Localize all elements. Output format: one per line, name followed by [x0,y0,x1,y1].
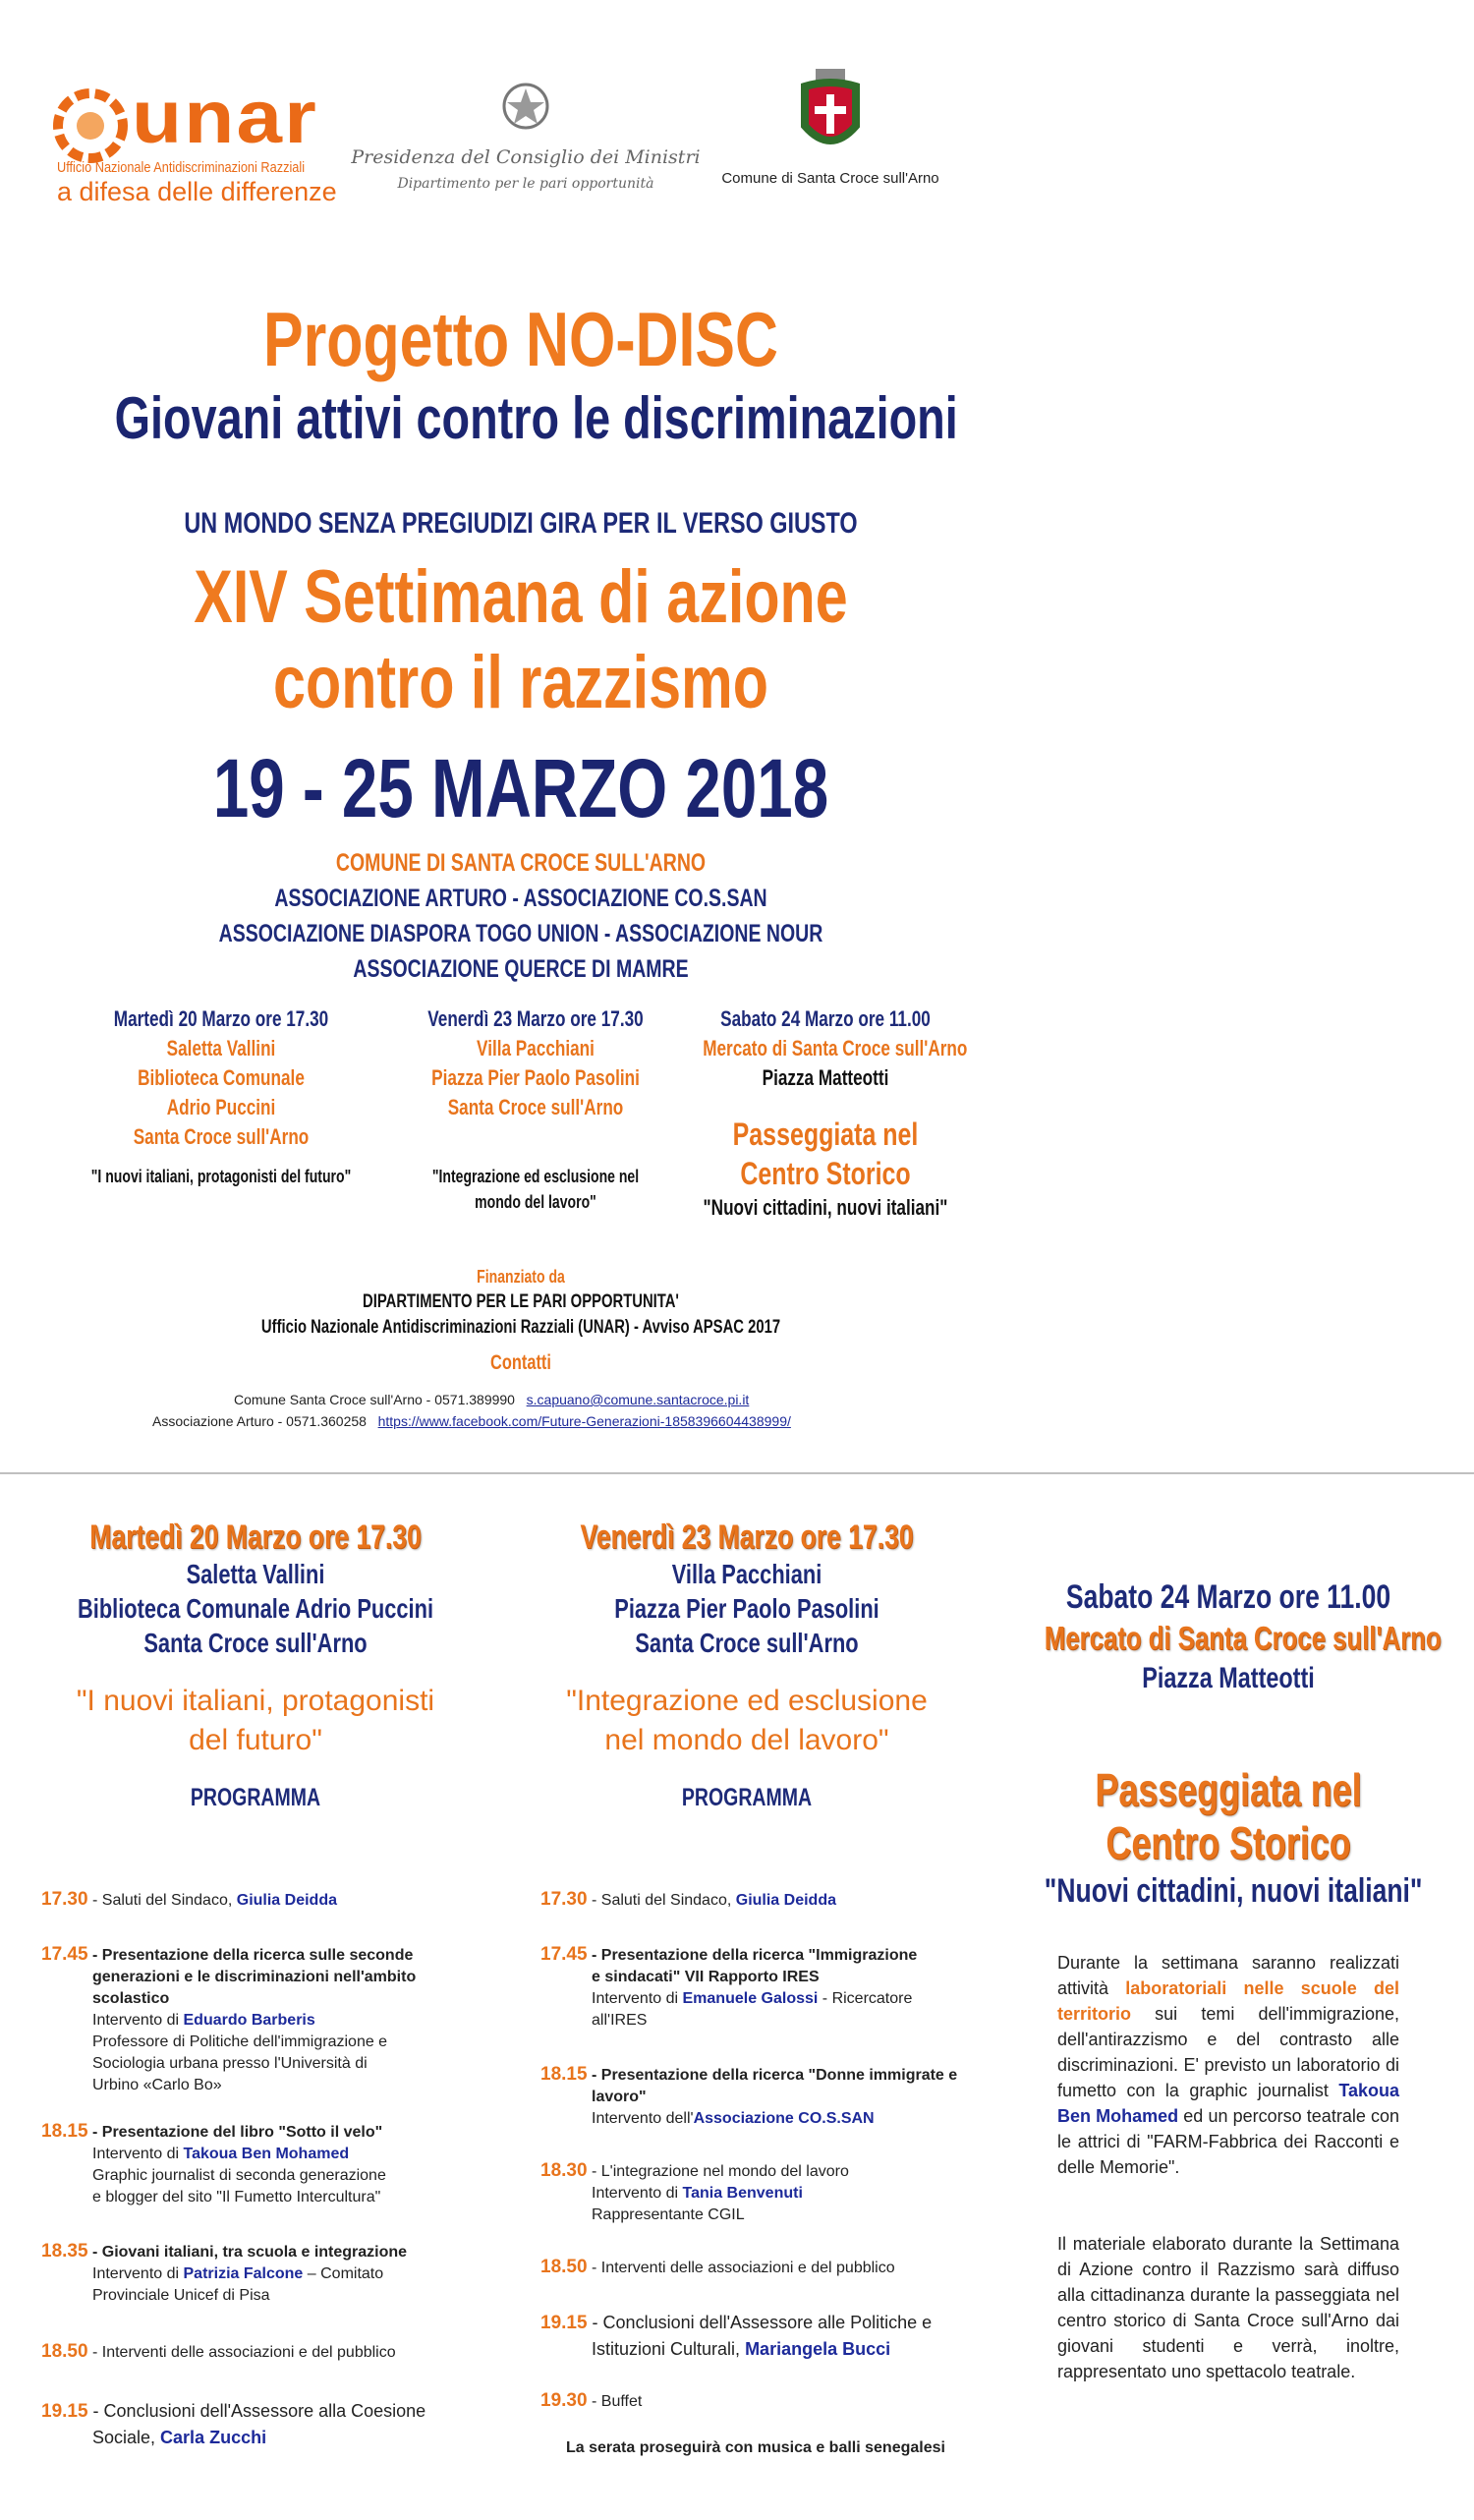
col-place: Santa Croce sull'Arno [635,1628,859,1658]
program-item [540,1944,917,2032]
program-item [540,2390,642,2413]
slogan: UN MONDO SENZA PREGIUDIZI GIRA PER IL VERSO GIUSTO [184,507,858,540]
program-text: - Presentazione della ricerca "Donne immigrate e [587,2067,958,2084]
program-text: Intervento dell' [592,2110,694,2127]
program-item [540,2257,895,2279]
program-text: – Comitato [303,2265,384,2282]
walk-title: Centro Storico [1106,1817,1351,1868]
globe-icon [51,86,130,165]
evening-note: La serata proseguirà con musica e balli senegalesi [566,2439,945,2456]
program-text: generazioni e le discriminazioni nell'ambito [92,1969,417,1985]
speaker-name: Giulia Deidda [735,1892,836,1909]
summary-event-1 [49,1004,393,1189]
col-place: Biblioteca Comunale Adrio Puccini [77,1593,434,1624]
summary-place: Santa Croce sull'Arno [447,1095,624,1119]
program-text: Intervento di [592,2185,683,2202]
program-time: 17.45 [41,1944,88,1965]
col-date: Martedì 20 Marzo ore 17.30 [89,1518,422,1556]
col-place: Piazza Matteotti [1142,1662,1315,1694]
program-text: Sociologia urbana presso l'Università di [92,2055,368,2072]
program-text: Professore di Politiche dell'immigrazione e [92,2033,388,2050]
program-text: e sindacati" VII Rapporto IRES [592,1969,820,1985]
project-title: Progetto NO-DISC [263,296,778,382]
program-time: 19.30 [540,2390,588,2411]
divider [0,1472,1474,1474]
program-text: - Presentazione del libro "Sotto il velo" [87,2124,383,2141]
program-text: - Conclusioni dell'Assessore alle Politiche e [587,2313,933,2332]
program-item [41,1889,337,1912]
program-text: - Conclusioni dell'Assessore alla Coesione [87,2401,426,2421]
contact-arturo [152,1413,791,1429]
summary-big: Centro Storico [740,1156,911,1191]
funding-dept: DIPARTIMENTO PER LE PARI OPPORTUNITA' [363,1291,679,1312]
summary-place: Adrio Puccini [166,1095,276,1119]
emblem-icon [498,77,553,136]
program-text: - Ricercatore [818,1990,913,2007]
unar-subtitle: Ufficio Nazionale Antidiscriminazioni Razziali [57,159,306,176]
programma-heading: PROGRAMMA [190,1784,321,1811]
presidenza-subtitle: Dipartimento per le pari opportunità [397,176,654,192]
program-text: Rappresentante CGIL [592,2206,745,2223]
summary-title: "I nuovi italiani, protagonisti del futuro" [90,1167,352,1186]
col-date: Sabato 24 Marzo ore 11.00 [1065,1578,1391,1616]
funding-unar: Ufficio Nazionale Antidiscriminazioni Razziali (UNAR) - Avviso APSAC 2017 [260,1317,781,1338]
week-title-1: XIV Settimana di azione [194,555,848,639]
program-time: 17.30 [540,1889,588,1910]
speaker-name: Giulia Deidda [236,1892,337,1909]
program-text: - Saluti del Sindaco, [587,1892,736,1909]
program-item [41,2121,386,2208]
program-text: - Giovani italiani, tra scuola e integrazione [87,2244,408,2261]
walk-title: Passeggiata nel [1095,1764,1362,1815]
summary-date: Martedì 20 Marzo ore 17.30 [113,1006,329,1031]
column-saturday [992,1576,1464,1913]
summary-big: Passeggiata nel [732,1117,919,1152]
speaker-name: Takoua Ben Mohamed [183,2146,350,2162]
presidenza-title: Presidenza del Consiglio dei Ministri [351,146,701,168]
programma-heading: PROGRAMMA [681,1784,813,1811]
funding-label: Finanziato da [477,1267,565,1287]
unar-slogan: a difesa delle differenze [57,177,337,206]
program-item [41,2341,396,2364]
program-time: 19.15 [41,2401,88,2422]
col-place: Mercato di Santa Croce sull'Arno [1044,1620,1442,1656]
col-place: Santa Croce sull'Arno [143,1628,368,1658]
program-text: - Interventi delle associazioni e del pubblico [87,2344,396,2361]
program-text: all'IRES [592,2012,648,2029]
summary-place: Piazza Pier Paolo Pasolini [431,1065,640,1090]
description-paragraph [1057,1950,1399,2180]
program-text: Urbino «Carlo Bo» [92,2077,222,2093]
program-time: 18.35 [41,2241,88,2262]
summary-title: "Integrazione ed esclusione nel mondo del lavoro" [431,1167,640,1212]
contact-text: Comune Santa Croce sull'Arno - 0571.389990 [234,1392,515,1407]
program-time: 18.15 [540,2064,588,2085]
col-date: Venerdì 23 Marzo ore 17.30 [580,1518,914,1556]
program-item [41,1944,416,2096]
program-text: - Presentazione della ricerca "Immigrazione [587,1947,918,1964]
program-text: Graphic journalist di seconda generazione [92,2167,386,2184]
program-text: - Buffet [587,2393,643,2410]
coat-of-arms-icon [791,65,870,163]
program-text: e blogger del sito "Il Fumetto Intercultura" [92,2189,381,2205]
project-subtitle: Giovani attivi contro le discriminazioni [114,385,958,451]
organizer-line3: ASSOCIAZIONE DIASPORA TOGO UNION - ASSOCIAZIONE NOUR [218,920,823,947]
summary-place: Biblioteca Comunale [138,1065,305,1090]
description-highlight: laboratoriali nelle scuole del territorio [1057,1978,1399,2024]
speaker-name: Tania Benvenuti [682,2185,803,2202]
program-item [540,2160,849,2226]
summary-place: Piazza Matteotti [762,1065,889,1090]
col-title: del futuro" [189,1724,322,1756]
contacts-label: Contatti [490,1351,551,1374]
program-text: Intervento di [92,2146,184,2162]
summary-date: Venerdì 23 Marzo ore 17.30 [427,1006,644,1031]
walk-subtitle: "Nuovi cittadini, nuovi italiani" [1044,1872,1423,1910]
speaker-name: Associazione CO.S.SAN [693,2110,875,2127]
summary-place: Mercato di Santa Croce sull'Arno [703,1036,968,1060]
contact-comune [234,1392,749,1407]
program-text: Intervento di [92,2012,184,2029]
col-title: "I nuovi italiani, protagonisti [76,1685,435,1717]
program-item [41,2241,407,2307]
summary-event-2 [378,1004,693,1215]
program-time: 19.15 [540,2313,588,2333]
col-title: "Integrazione ed esclusione [566,1685,928,1717]
week-title-2: contro il razzismo [273,641,768,724]
comune-logo [698,65,963,187]
program-text: - L'integrazione nel mondo del lavoro [587,2163,849,2180]
program-text: - Saluti del Sindaco, [87,1892,237,1909]
program-text: Sociale, [92,2428,161,2447]
program-time: 18.15 [41,2121,88,2142]
description-paragraph: Il materiale elaborato durante la Settimana di Azione contro il Razzismo sarà diffuso alla cittadinanza durante la passeggiata nel centro storico di Santa Croce sull'Arno dai giovani studenti e verrà, inoltre, rappresentato uno spettacolo teatrale. [1057,2234,1399,2381]
description-highlight: Takoua Ben Mohamed [1057,2081,1399,2126]
program-time: 17.30 [41,1889,88,1910]
summary-place: Saletta Vallini [166,1036,276,1060]
program-text: lavoro" [592,2089,647,2105]
summary-event-3 [668,1004,983,1223]
program-time: 18.30 [540,2160,588,2181]
program-time: 18.50 [540,2257,588,2277]
program-text: - Presentazione della ricerca sulle seconde [87,1947,414,1964]
program-text: Provinciale Unicef di Pisa [92,2287,270,2304]
col-place: Piazza Pier Paolo Pasolini [614,1593,879,1624]
program-text: Intervento di [92,2265,184,2282]
col-place: Villa Pacchiani [671,1559,822,1589]
contact-text: Associazione Arturo - 0571.360258 [152,1413,367,1429]
facebook-link[interactable]: https://www.facebook.com/Future-Generazioni-1858396604438999/ [377,1413,791,1429]
program-text: Intervento di [592,1990,683,2007]
col-place: Saletta Vallini [186,1559,325,1589]
program-time: 17.45 [540,1944,588,1965]
speaker-name: Emanuele Galossi [682,1990,819,2007]
description-text: sui temi dell'immigrazione, dell'antirazzismo e del contrasto alle discriminazioni. E' previsto un laboratorio di fumetto con la graphic journalist [1057,2004,1399,2100]
organizer-comune: COMUNE DI SANTA CROCE SULL'ARNO [335,849,707,877]
speaker-name: Mariangela Bucci [745,2339,891,2359]
email-link[interactable]: s.capuano@comune.santacroce.pi.it [526,1392,750,1407]
col-title: nel mondo del lavoro" [604,1724,889,1756]
summary-date: Sabato 24 Marzo ore 11.00 [720,1006,931,1031]
summary-place: Villa Pacchiani [477,1036,595,1060]
program-text: - Interventi delle associazioni e del pubblico [587,2260,895,2276]
program-item [540,2310,932,2362]
program-text: scolastico [92,1990,170,2007]
comune-name: Comune di Santa Croce sull'Arno [721,170,939,187]
event-dates: 19 - 25 MARZO 2018 [212,742,829,834]
unar-logo [51,76,346,208]
program-time: 18.50 [41,2341,88,2362]
column-friday [511,1518,983,1812]
speaker-name: Patrizia Falcone [183,2265,304,2282]
summary-title: "Nuovi cittadini, nuovi italiani" [703,1195,948,1220]
column-tuesday [20,1518,491,1812]
speaker-name: Eduardo Barberis [183,2012,315,2029]
speaker-name: Carla Zucchi [160,2428,267,2447]
description-text: ed un percorso teatrale con le attrici di "FARM-Fabbrica dei Racconti e delle Memorie". [1057,2106,1399,2177]
program-item [540,1889,836,1912]
unar-word: unar [132,76,318,159]
program-text: Istituzioni Culturali, [592,2339,746,2359]
description-text: Durante la settimana saranno realizzati attività [1057,1953,1399,1998]
summary-place: Santa Croce sull'Arno [133,1124,310,1149]
organizer-line4: ASSOCIAZIONE QUERCE DI MAMRE [353,955,689,983]
organizer-line2: ASSOCIAZIONE ARTURO - ASSOCIAZIONE CO.S.SAN [274,885,767,912]
program-item [41,2398,425,2450]
presidenza-logo [344,77,708,192]
program-item [540,2064,957,2130]
